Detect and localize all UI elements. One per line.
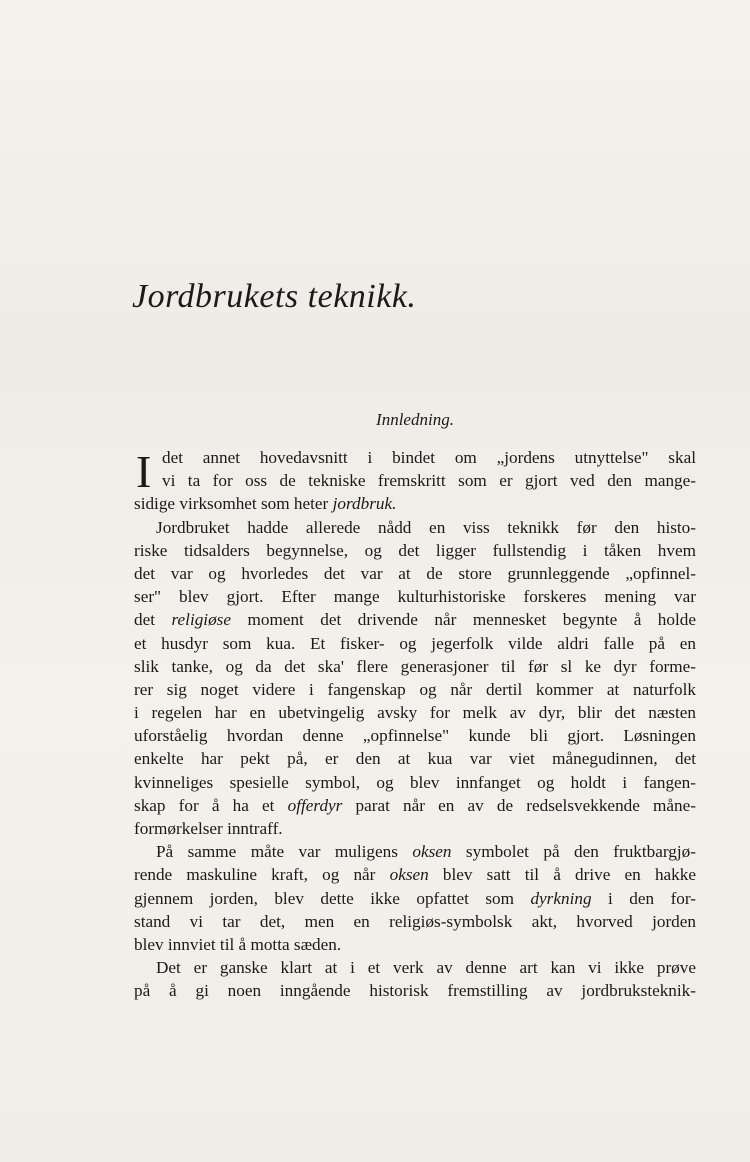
paragraph-4 (134, 956, 696, 1002)
text-line: i regelen har en ubetvingelig avsky for melk av dyr, blir det næsten (134, 703, 696, 723)
text-line: slik tanke, og da det ska' flere generasjoner til før sl ke dyr forme- (134, 656, 696, 676)
text-line: det religiøse moment det drivende når mennesket begynte å holde (134, 610, 696, 630)
text-line: ser" blev gjort. Efter mange kulturhistoriske forskeres mening var (134, 587, 696, 607)
drop-cap: I (136, 446, 152, 497)
text-line: stand vi tar det, men en religiøs-symbolsk akt, hvorved jorden (134, 911, 696, 931)
text-line: Det er ganske klart at i et verk av denne art kan vi ikke prøve (156, 958, 696, 978)
text-line: enkelte har pekt på, er den at kua var viet månegudinnen, det (134, 749, 696, 769)
paragraph-3 (134, 840, 696, 956)
text-line: sidige virksomhet som heter jordbruk. (134, 494, 397, 514)
text-line: På samme måte var muligens oksen symbolet på den fruktbargjø- (156, 842, 696, 862)
text-line: skap for å ha et offerdyr parat når en av de redselsvekkende måne- (134, 795, 696, 815)
text-line: rende maskuline kraft, og når oksen blev satt til å drive en hakke (134, 865, 696, 885)
text-line: blev innviet til å motta sæden. (134, 934, 342, 954)
section-heading: Innledning. (376, 410, 454, 429)
text-line: uforståelig hvordan denne „opfinnelse" kunde bli gjort. Løsningen (134, 726, 696, 746)
paragraph-1 (134, 446, 696, 516)
text-line: det annet hovedavsnitt i bindet om „jordens utnyttelse" skal (162, 448, 696, 467)
body-text (134, 446, 696, 1003)
text-line: på å gi noen inngående historisk fremstilling av jordbruksteknik- (134, 981, 696, 1001)
text-line: det var og hvorledes det var at de store grunnleggende „opfinnel- (134, 563, 696, 583)
text-line: Jordbruket hadde allerede nådd en viss teknikk før den histo- (156, 517, 696, 537)
text-line: vi ta for oss de tekniske fremskritt som er gjort ved den mange- (162, 471, 696, 491)
paragraph-2 (134, 516, 696, 841)
text-line: formørkelser inntraff. (134, 819, 283, 838)
text-line: et husdyr som kua. Et fisker- og jegerfolk vilde aldri falle på en (134, 633, 696, 653)
chapter-title: Jordbrukets teknikk. (132, 278, 417, 315)
text-line: riske tidsalders begynnelse, og det ligger fullstendig i tåken hvem (134, 540, 696, 560)
text-line: rer sig noget videre i fangenskap og når dertil kommer at naturfolk (134, 679, 696, 699)
text-line: kvinneliges spesielle symbol, og blev innfanget og holdt i fangen- (134, 772, 696, 792)
text-line: gjennem jorden, blev dette ikke opfattet som dyrkning i den for- (134, 888, 696, 908)
